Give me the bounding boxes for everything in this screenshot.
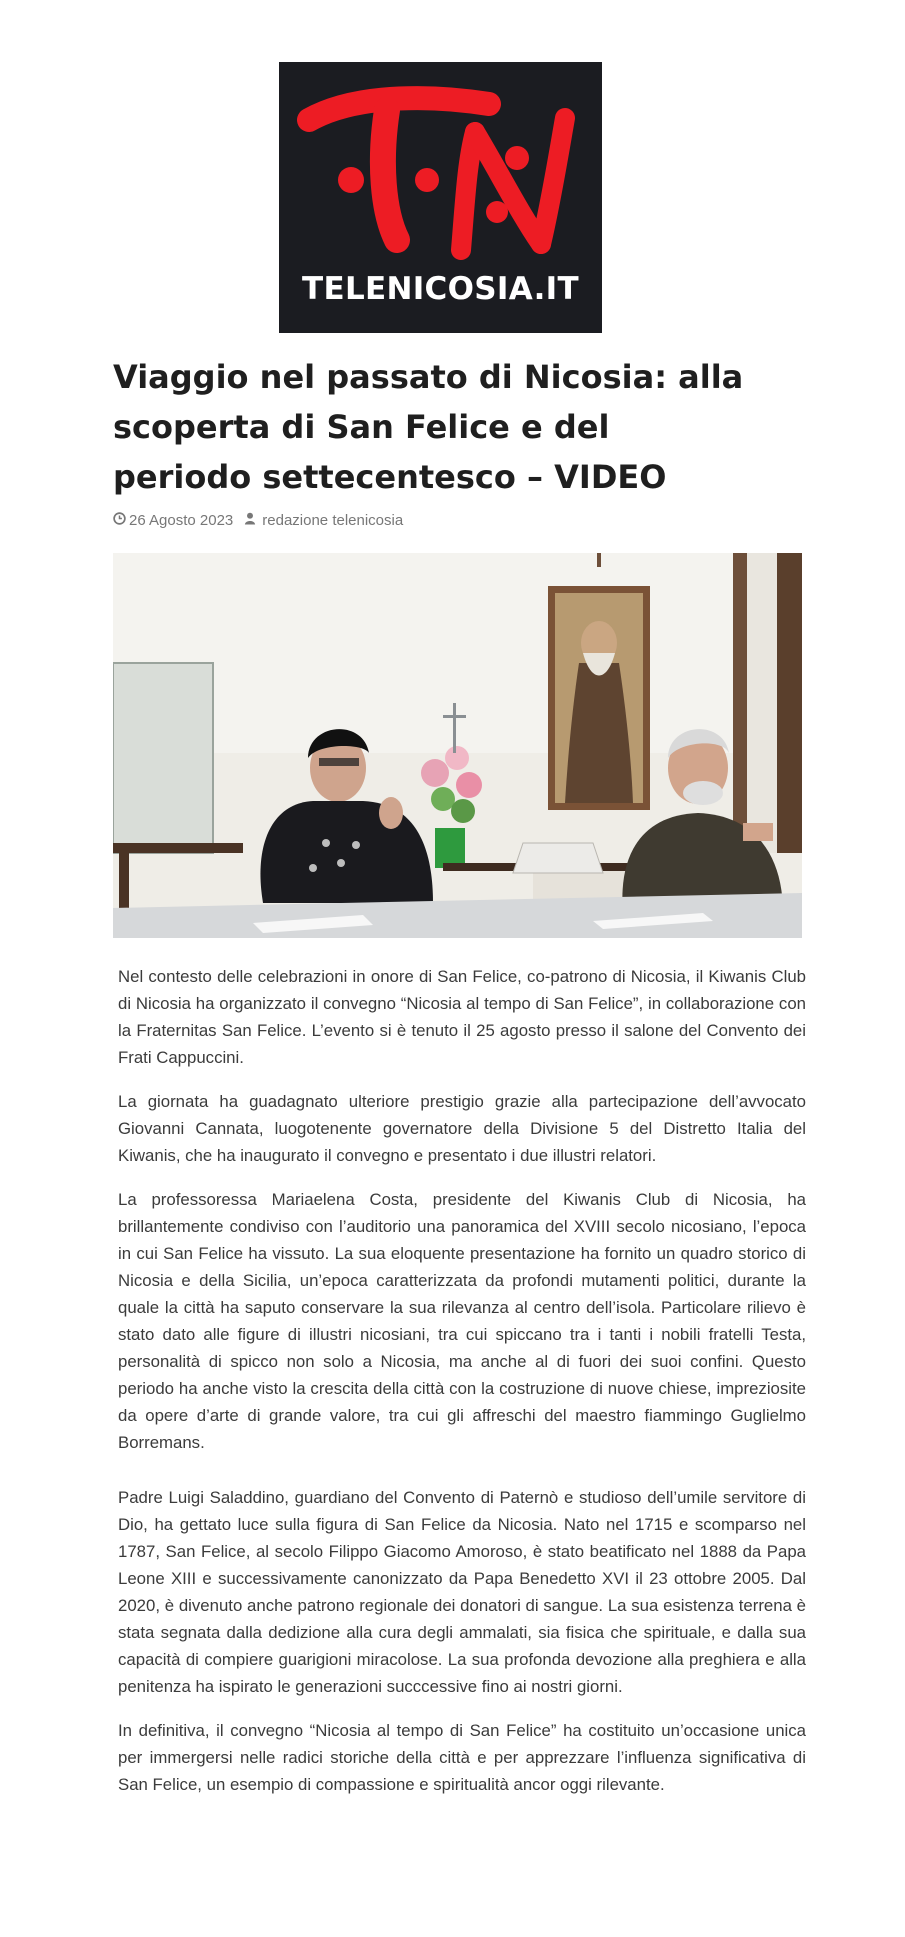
logo-brand-text: TELENICOSIA.IT	[302, 271, 579, 307]
article-paragraph-2: La giornata ha guadagnato ulteriore prestigio grazie alla partecipazione dell’avvocato Giovanni Cannata, luogotenente governatore della Divisione 5 del Distretto Italia del Kiwanis, che ha inaugurato il convegno e presentato i due illustri relatori.	[118, 1092, 806, 1165]
article-paragraph-5: In definitiva, il convegno “Nicosia al tempo di San Felice” ha costituito un’occasione unica per immergersi nelle radici storiche della città e per apprezzare l’influenza significativa di San Felice, un esempio di compassione e spiritualità ancor oggi rilevante.	[118, 1721, 806, 1794]
article-paragraph-3: La professoressa Mariaelena Costa, presidente del Kiwanis Club di Nicosia, ha brillantemente condiviso con l’auditorio una panoramica del XVIII secolo nicosiano, l’epoca in cui San Felice ha vissuto. La sua eloquente presentazione ha fornito un quadro storico di Nicosia e della Sicilia, un’epoca caratterizzata da profondi mutamenti politici, durante la quale la città ha saputo conservare la sua rilevanza al centro dell’isola. Particolare rilievo è stato dato alle figure di illustri nicosiani, tra cui spiccano tra i tanti i nobili fratelli Testa, personalità di spicco non solo a Nicosia, ma anche al di fuori dei suoi confini. Questo periodo ha anche visto la crescita della città con la costruzione di nuove chiese, impreziosite da opere d’arte di grande valore, tra cui gli affreschi del maestro fiammingo Guglielmo Borremans.	[118, 1190, 806, 1452]
article-author[interactable]: redazione telenicosia	[262, 512, 404, 529]
article-title: Viaggio nel passato di Nicosia: alla scoperta di San Felice e del periodo settecentesco – VIDEO	[113, 358, 744, 496]
article-paragraph-1: Nel contesto delle celebrazioni in onore di San Felice, co-patrono di Nicosia, il Kiwanis Club di Nicosia ha organizzato il convegno “Nicosia al tempo di San Felice”, in collaborazione con la Fraternitas San Felice. L’evento si è tenuto il 25 agosto presso il salone del Convento dei Frati Cappuccini.	[118, 967, 806, 1067]
featured-image-illustration	[113, 553, 802, 938]
site-logo[interactable]	[279, 62, 602, 333]
article-paragraph-4: Padre Luigi Saladdino, guardiano del Convento di Paternò e studioso dell’umile servitore di Dio, ha gettato luce sulla figura di San Felice da Nicosia. Nato nel 1715 e scomparso nel 1787, San Felice, al secolo Filippo Giacomo Amoroso, è stato beatificato nel 1888 da Papa Leone XIII e successivamente canonizzato da Papa Benedetto XVI il 23 ottobre 2005. Dal 2020, è divenuto anche patrono regionale dei donatori di sangue. La sua esistenza terrena è stata segnata dalla dedizione alla cura degli ammalati, sia fisica che spirituale, e dalla sua capacità di compiere guarigioni miracolose. La sua profonda devozione alla preghiera e alla penitenza ha ispirato le generazioni succcessive fino ai nostri giorni.	[118, 1488, 806, 1696]
article-date[interactable]: 26 Agosto 2023	[129, 512, 234, 529]
article-body	[118, 963, 806, 1815]
featured-image[interactable]	[113, 553, 802, 938]
clock-icon	[113, 512, 126, 529]
user-icon	[244, 512, 256, 529]
article-meta	[113, 512, 403, 529]
